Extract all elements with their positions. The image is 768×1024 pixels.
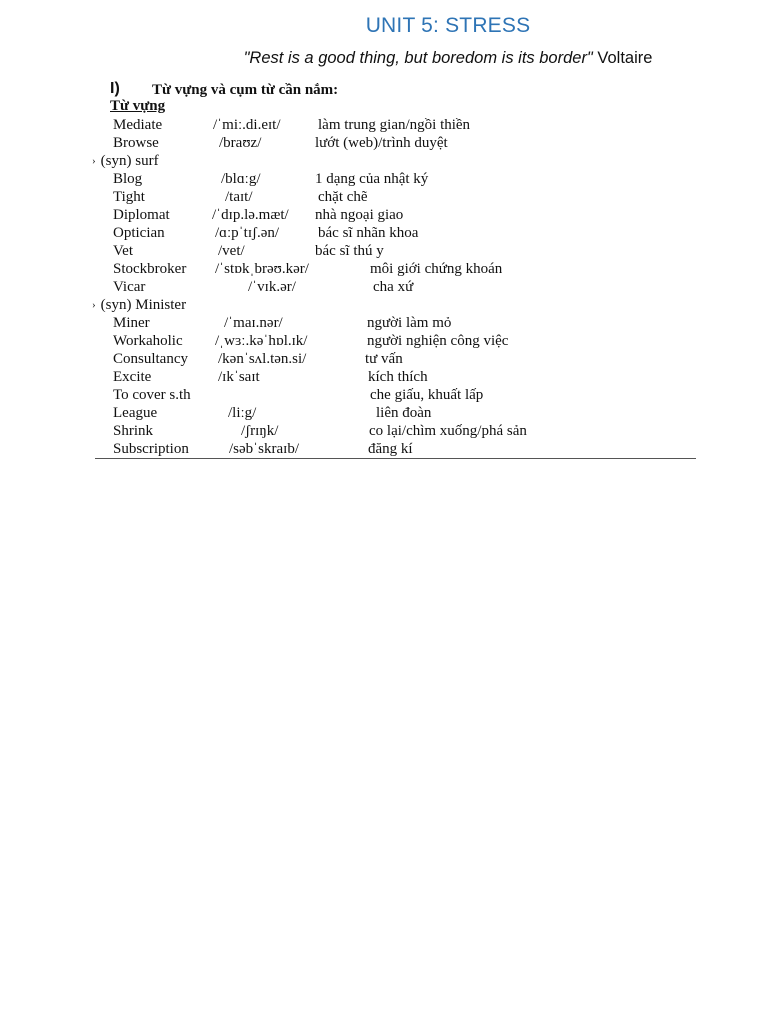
vocab-ipa: /ˈmaɪ.nər/: [224, 315, 283, 331]
vocab-meaning: chặt chẽ: [318, 189, 368, 205]
vocab-word: Mediate: [113, 117, 163, 133]
arrow-icon: ›: [92, 155, 96, 167]
vocab-ipa: /ˈvɪk.ər/: [248, 279, 296, 295]
vocab-ipa: /kənˈsʌl.tən.si/: [218, 351, 307, 367]
vocab-meaning: làm trung gian/ngồi thiền: [318, 117, 471, 133]
vocab-row: [0, 243, 768, 261]
vocab-word: Tight: [113, 189, 145, 205]
vocab-ipa: /blɑːg/: [221, 171, 261, 187]
vocab-row: [0, 189, 768, 207]
synonym-text: (syn) Minister: [100, 297, 187, 313]
vocab-row: [0, 405, 768, 423]
vocab-word: Miner: [113, 315, 150, 331]
vocab-row: [0, 207, 768, 225]
vocab-word: To cover s.th: [113, 387, 191, 403]
vocab-word: Diplomat: [113, 207, 170, 223]
quote: [0, 49, 768, 68]
vocab-word: Blog: [113, 171, 143, 187]
vocab-meaning: co lại/chìm xuống/phá sản: [369, 423, 527, 439]
quote-text: "Rest is a good thing, but boredom is its border": [243, 49, 593, 67]
vocab-ipa: /ˈmiː.di.eɪt/: [213, 117, 281, 133]
vocab-row: [0, 441, 768, 459]
section-number: I): [110, 80, 120, 97]
vocab-word: Vet: [113, 243, 133, 259]
synonym-note: [92, 297, 186, 314]
vocab-row: [0, 315, 768, 333]
synonym-row: [0, 297, 768, 315]
vocab-ipa: /ʃrɪŋk/: [241, 423, 279, 439]
vocab-meaning: đăng kí: [368, 441, 413, 457]
vocab-word: Excite: [113, 369, 152, 385]
vocab-ipa: /səbˈskraɪb/: [229, 441, 299, 457]
vocab-meaning: người làm mỏ: [367, 315, 452, 331]
vocabulary-subheading: Từ vựng: [110, 98, 166, 114]
vocab-ipa: /taɪt/: [225, 189, 253, 205]
vocab-row: [0, 135, 768, 153]
vocab-word: Stockbroker: [113, 261, 187, 277]
vocab-row: [0, 333, 768, 351]
unit-title: UNIT 5: STRESS: [365, 14, 531, 37]
vocab-ipa: /ˌwɜː.kəˈhɒl.ɪk/: [215, 333, 308, 349]
vocab-ipa: /liːg/: [228, 405, 257, 421]
vocab-meaning: môi giới chứng khoán: [370, 261, 503, 277]
vocab-meaning: người nghiện công việc: [367, 333, 509, 349]
vocab-meaning: kích thích: [368, 369, 428, 385]
vocab-meaning: 1 dạng của nhật ký: [315, 171, 429, 187]
vocab-meaning: cha xứ: [373, 279, 414, 295]
vocab-row: [0, 171, 768, 189]
vocab-word: Optician: [113, 225, 165, 241]
vocab-row: [0, 351, 768, 369]
divider-line: [95, 458, 696, 459]
vocab-meaning: bác sĩ thú y: [315, 243, 384, 259]
vocab-row: [0, 369, 768, 387]
synonym-note: [92, 153, 159, 170]
vocab-meaning: che giấu, khuất lấp: [370, 387, 484, 403]
vocab-ipa: /vet/: [218, 243, 245, 259]
vocab-ipa: /ɪkˈsaɪt: [218, 369, 260, 385]
vocab-meaning: liên đoàn: [376, 405, 432, 421]
quote-author: Voltaire: [597, 49, 653, 67]
vocab-row: [0, 279, 768, 297]
vocab-word: League: [113, 405, 158, 421]
synonym-row: [0, 153, 768, 171]
vocab-row: [0, 423, 768, 441]
vocab-meaning: nhà ngoại giao: [315, 207, 404, 223]
vocab-row: [0, 225, 768, 243]
vocab-ipa: /ˈdɪp.lə.mæt/: [212, 207, 289, 223]
vocab-word: Vicar: [113, 279, 146, 295]
vocab-word: Workaholic: [113, 333, 183, 349]
vocab-meaning: bác sĩ nhãn khoa: [318, 225, 419, 241]
vocab-word: Shrink: [113, 423, 154, 439]
vocab-row: [0, 117, 768, 135]
vocab-meaning: lướt (web)/trình duyệt: [315, 135, 448, 151]
section-title: Từ vựng và cụm từ cần nắm:: [152, 82, 339, 98]
arrow-icon: ›: [92, 299, 96, 311]
vocab-word: Browse: [113, 135, 159, 151]
vocab-word: Consultancy: [113, 351, 188, 367]
vocab-meaning: tư vấn: [365, 351, 403, 367]
section-heading: [110, 80, 339, 98]
vocab-ipa: /ˈstɒkˌbrəʊ.kər/: [215, 261, 309, 277]
vocab-ipa: /braʊz/: [219, 135, 262, 151]
vocab-row: [0, 387, 768, 405]
synonym-text: (syn) surf: [100, 153, 159, 169]
vocab-row: [0, 261, 768, 279]
vocab-ipa: /ɑːpˈtɪʃ.ən/: [215, 225, 280, 241]
vocab-word: Subscription: [113, 441, 189, 457]
